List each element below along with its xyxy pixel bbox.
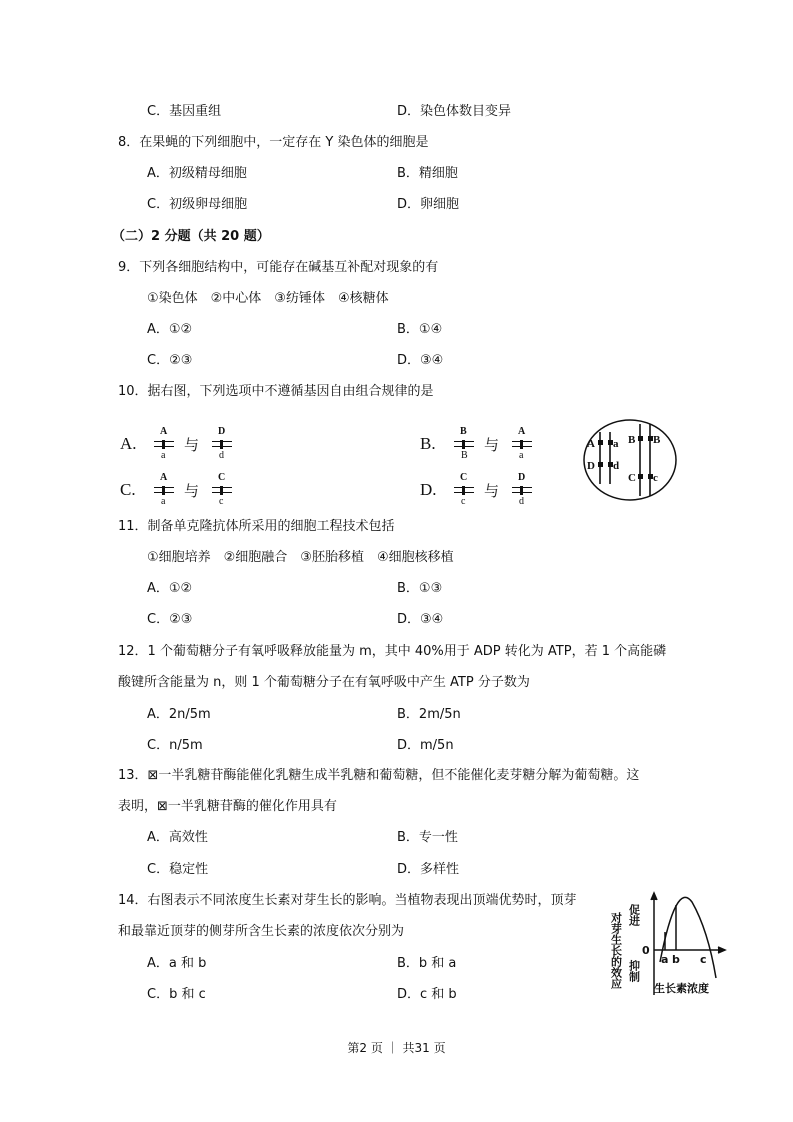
q8-option-a: A．初级精母细胞 (147, 166, 247, 181)
q14-option-a: A．a 和 b (147, 956, 207, 971)
gene-pair-g2 (212, 474, 232, 510)
q10-cell-diagram (582, 418, 678, 502)
q14-auxin-graph (609, 890, 730, 1000)
option-label: C. (120, 480, 136, 499)
q14-option-b: B．b 和 a (397, 956, 457, 971)
q7-option-d: D．染色体数目变异 (397, 104, 512, 119)
q7-option-c: C．基因重组 (147, 104, 222, 119)
gene-pair-g1 (154, 428, 174, 464)
graph-point-a: a (661, 953, 669, 966)
gene-bottom: d (219, 450, 224, 461)
q12-stem-line2: 酸键所含能量为 n，则 1 个葡萄糖分子在有氧呼吸中产生 ATP 分子数为 (118, 675, 530, 690)
gene-bottom: a (161, 450, 166, 461)
cell-gene-label: B (653, 434, 661, 446)
gene-top: C (218, 472, 226, 483)
gene-bottom: B (461, 450, 468, 461)
graph-ylabel: 对芽生长的效应 (609, 912, 623, 989)
q13-option-d: D．多样性 (397, 862, 460, 877)
q14-option-d: D．c 和 b (397, 987, 457, 1002)
q8-option-b: B．精细胞 (397, 166, 458, 181)
gene-pair-g2 (212, 428, 232, 464)
gene-top: C (460, 472, 468, 483)
q13-option-b: B．专一性 (397, 830, 458, 845)
gene-bottom: a (161, 496, 166, 507)
q8-option-c: C．初级卵母细胞 (147, 197, 248, 212)
q11-items: ①细胞培养 ②细胞融合 ③胚胎移植 ④细胞核移植 (147, 550, 454, 565)
q12-option-c: C．n/5m (147, 738, 203, 753)
with-text: 与 (484, 482, 500, 500)
q11-option-a: A．①② (147, 581, 193, 596)
q10-stem: 10．据右图，下列选项中不遵循基因自由组合规律的是 (118, 384, 434, 399)
q13-stem-line1: 13．⊠一半乳糖苷酶能催化乳糖生成半乳糖和葡萄糖，但不能催化麦芽糖分解为葡萄糖。这 (118, 768, 640, 783)
gene-pair-g2 (512, 474, 532, 510)
q14-option-c: C．b 和 c (147, 987, 206, 1002)
gene-bottom: c (219, 496, 224, 507)
q9-option-a: A．①② (147, 322, 193, 337)
q13-option-c: C．稳定性 (147, 862, 209, 877)
q12-option-a: A．2n/5m (147, 707, 211, 722)
q12-option-b: B．2m/5n (397, 707, 461, 722)
q12-stem-line1: 12．1 个葡萄糖分子有氧呼吸释放能量为 m，其中 40%用于 ADP 转化为 ATP，若 1 个高能磷 (118, 644, 667, 659)
gene-top: D (218, 426, 226, 437)
graph-xlabel: 生长素浓度 (654, 982, 709, 995)
cell-gene-label: C (628, 472, 636, 484)
q13-stem-line2: 表明，⊠一半乳糖苷酶的催化作用具有 (118, 799, 337, 814)
q8-stem: 8．在果蝇的下列细胞中，一定存在 Y 染色体的细胞是 (118, 135, 429, 150)
graph-inhibit: 抑制 (627, 960, 641, 982)
q12-option-d: D．m/5n (397, 738, 454, 753)
q9-option-d: D．③④ (397, 353, 444, 368)
gene-bottom: a (519, 450, 524, 461)
gene-bottom: d (519, 496, 524, 507)
q14-stem-line1: 14．右图表示不同浓度生长素对芽生长的影响。当植物表现出顶端优势时，顶芽 (118, 893, 577, 908)
cell-gene-label: B (628, 434, 636, 446)
q8-option-d: D．卵细胞 (397, 197, 460, 212)
cell-gene-label: a (613, 438, 619, 450)
q9-stem: 9．下列各细胞结构中，可能存在碱基互补配对现象的有 (118, 260, 439, 275)
q11-option-c: C．②③ (147, 612, 193, 627)
gene-top: A (160, 426, 168, 437)
q11-stem: 11．制备单克隆抗体所采用的细胞工程技术包括 (118, 519, 395, 534)
gene-pair-g1 (454, 474, 474, 510)
q9-option-c: C．②③ (147, 353, 193, 368)
graph-promote: 促进 (627, 904, 641, 926)
graph-point-b: b (672, 953, 680, 966)
q11-option-d: D．③④ (397, 612, 444, 627)
with-text: 与 (184, 436, 200, 454)
gene-pair-g1 (454, 428, 474, 464)
gene-top: A (518, 426, 526, 437)
gene-top: A (160, 472, 168, 483)
option-label: D. (420, 480, 437, 499)
q9-items: ①染色体 ②中心体 ③纺锤体 ④核糖体 (147, 291, 389, 306)
gene-top: B (460, 426, 467, 437)
with-text: 与 (184, 482, 200, 500)
section-heading: （二）2 分题（共 20 题） (112, 229, 270, 244)
option-label: A. (120, 434, 137, 453)
gene-pair-g1 (154, 474, 174, 510)
gene-pair-g2 (512, 428, 532, 464)
with-text: 与 (484, 436, 500, 454)
option-label: B. (420, 434, 436, 453)
cell-gene-label: D (587, 460, 595, 472)
cell-gene-label: c (653, 472, 658, 484)
graph-point-c: c (700, 953, 707, 966)
q13-option-a: A．高效性 (147, 830, 208, 845)
graph-zero: 0 (642, 944, 650, 957)
q14-stem-line2: 和最靠近顶芽的侧芽所含生长素的浓度依次分别为 (118, 924, 405, 939)
q11-option-b: B．①③ (397, 581, 443, 596)
cell-gene-label: A (587, 438, 595, 450)
q9-option-b: B．①④ (397, 322, 443, 337)
gene-top: D (518, 472, 526, 483)
gene-bottom: c (461, 496, 466, 507)
cell-gene-label: d (613, 460, 620, 472)
page-footer: 第2 页 ｜ 共31 页 (347, 1041, 446, 1055)
